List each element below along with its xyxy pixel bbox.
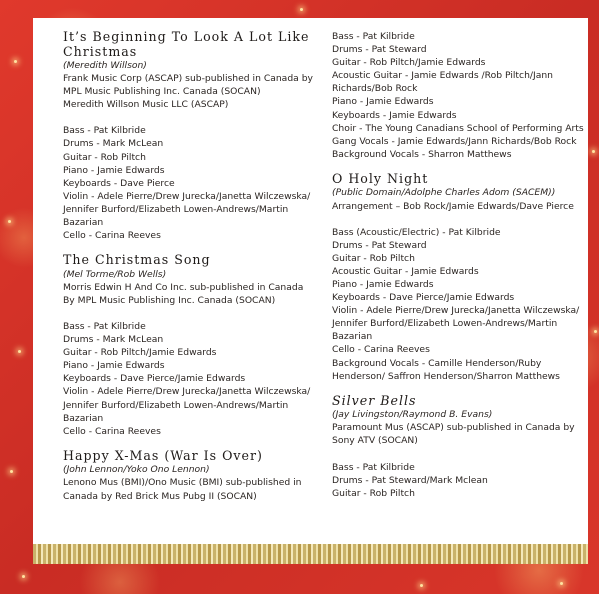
personnel-line: Bass - Pat Kilbride [332,461,415,473]
sparkle [300,8,303,11]
personnel-line: Drums - Mark McLean [63,334,164,346]
publisher-line: Lenono Mus (BMI)/Ono Music (BMI) sub-published in Canada by Red Brick Mus Pubg II (SOCAN) [63,477,302,502]
personnel-line: Piano - Jamie Edwards [63,360,165,372]
song-credit-block [332,30,582,161]
publisher-line: Meredith Willson Music LLC (ASCAP) [63,99,229,111]
personnel-line: Cello - Carina Reeves [63,425,161,437]
sparkle [420,584,423,587]
sparkle [18,350,21,353]
personnel-line: Background Vocals - Sharron Matthews [332,148,512,160]
songwriters: (Public Domain/Adolphe Charles Adom (SACEM)) [332,187,556,199]
personnel-line: Bass - Pat Kilbride [332,31,415,42]
songwriters: (Meredith Willson) [63,60,147,71]
song-title: Silver Bells [332,392,417,408]
sparkle [8,220,11,223]
song-credit-block [332,394,582,500]
personnel-line: Drums - Mark McLean [63,138,164,150]
personnel-line: Guitar - Rob Piltch [332,252,415,264]
personnel-line: Bass (Acoustic/Electric) - Pat Kilbride [332,226,501,238]
song-title: Happy X-Mas (War Is Over) [63,447,263,463]
song-credit-block [63,449,313,503]
songwriters: (Mel Torme/Rob Wells) [63,268,167,280]
songwriters: (John Lennon/Yoko Ono Lennon) [63,464,210,476]
sparkle [592,150,595,153]
song-credit-block [63,253,313,438]
personnel-line: Keyboards - Dave Pierce/Jamie Edwards [332,292,515,304]
personnel-line: Keyboards - Dave Pierce/Jamie Edwards [63,373,246,385]
sparkle [22,575,25,578]
personnel-line: Guitar - Rob Piltch [63,151,146,163]
personnel-line: Cello - Carina Reeves [63,230,161,242]
personnel-line: Cello - Carina Reeves [332,344,430,356]
personnel-line: Background Vocals - Camille Henderson/Ruby Henderson/ Saffron Henderson/Sharron Matthews [332,357,560,382]
personnel-line: Acoustic Guitar - Jamie Edwards /Rob Piltch/Jann Richards/Bob Rock [332,70,553,95]
personnel-line: Gang Vocals - Jamie Edwards/Jann Richards/Bob Rock [332,135,577,147]
personnel-line: Bass - Pat Kilbride [63,321,146,332]
credits-column-right [332,30,582,500]
personnel-line: Guitar - Rob Piltch [332,487,415,499]
sparkle [594,330,597,333]
song-credit-block [332,172,582,383]
personnel-line: Violin - Adele Pierre/Drew Jurecka/Janetta Wilczewska/ Jennifer Burford/Elizabeth Lowen-Andrews/Martin Bazarian [63,386,311,424]
song-title: It’s Beginning To Look A Lot Like Christmas [63,29,310,59]
personnel-line: Violin - Adele Pierre/Drew Jurecka/Janetta Wilczewska/ Jennifer Burford/Elizabeth Lowen-Andrews/Martin Bazarian [63,190,311,229]
personnel-line: Piano - Jamie Edwards [63,164,165,176]
personnel-line: Bass - Pat Kilbride [63,125,146,137]
personnel-line: Guitar - Rob Piltch/Jamie Edwards [63,347,217,359]
personnel-line: Guitar - Rob Piltch/Jamie Edwards [332,57,486,69]
sparkle [14,60,17,63]
personnel-line: Drums - Pat Steward/Mark Mclean [332,474,488,486]
personnel-line: Piano - Jamie Edwards [332,96,434,108]
song-title: The Christmas Song [63,252,211,268]
publisher-line: Paramount Mus (ASCAP) sub-published in Canada by Sony ATV (SOCAN) [332,422,575,447]
personnel-line: Acoustic Guitar - Jamie Edwards [332,265,479,277]
sparkle [560,582,563,585]
publisher-line: Frank Music Corp (ASCAP) sub-published in Canada by MPL Music Publishing Inc. Canada (SOCAN) [63,73,313,98]
personnel-line: Violin - Adele Pierre/Drew Jurecka/Janetta Wilczewska/ Jennifer Burford/Elizabeth Lowen-Andrews/Martin Bazarian [332,305,580,343]
personnel-line: Piano - Jamie Edwards [332,279,434,290]
personnel-line: Keyboards - Jamie Edwards [332,109,457,121]
credits-column-left [63,30,313,503]
song-credit-block [63,30,313,242]
sparkle [10,470,13,473]
publisher-line: Morris Edwin H And Co Inc. sub-published in Canada By MPL Music Publishing Inc. Canada (SOCAN) [63,281,304,306]
personnel-line: Drums - Pat Steward [332,239,427,251]
personnel-line: Drums - Pat Steward [332,44,427,56]
personnel-line: Choir - The Young Canadians School of Performing Arts [332,122,584,134]
song-title: O Holy Night [332,170,429,186]
gold-glitter-strip [33,544,588,564]
songwriters: (Jay Livingston/Raymond B. Evans) [332,409,493,421]
arrangement-line: Arrangement – Bob Rock/Jamie Edwards/Dave Pierce [332,200,574,212]
personnel-line: Keyboards - Dave Pierce [63,177,175,189]
